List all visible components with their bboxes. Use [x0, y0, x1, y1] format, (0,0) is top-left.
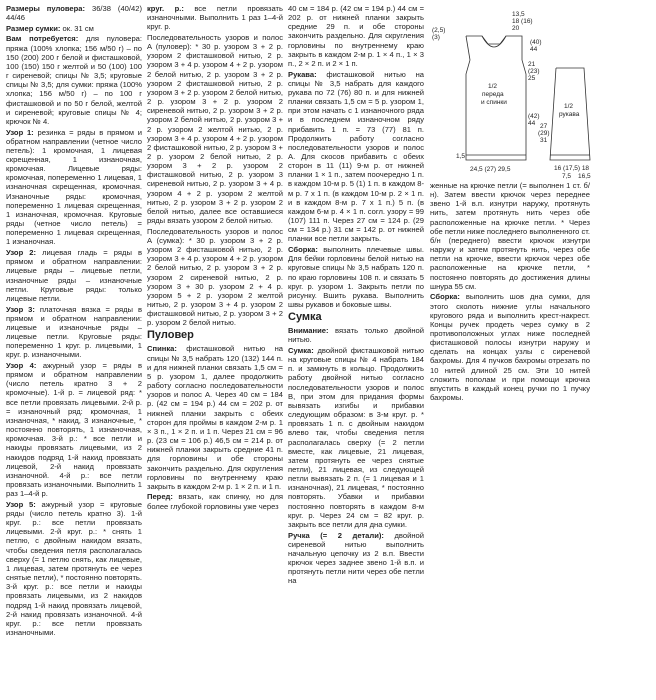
paragraph: Размеры пуловера: 36/38 (40/42) 44/46: [6, 4, 142, 23]
svg-text:(2,5): (2,5): [432, 27, 446, 34]
svg-text:25: 25: [528, 75, 536, 82]
paragraph: Узор 2: лицевая гладь = ряды в прямом и обратном направлении: лицевые ряды – лицевые петли, изнаночные ряды – изнаночные петли. Круговые ряды: только лицевые петли.: [6, 248, 142, 303]
paragraph: Узор 1: резинка = ряды в прямом и обратном направлении (четное число петель): 1 кромочная, 1 лицевая скрещенная, 1 изнаночная, кромочная. Лицевые ряды: кромочная, попеременно 1 лицевая, 1 изнаночная скрещенная, кромочная. Изнаночные ряды: кромочная, попеременно 1 лицевая скрещенная, 1 изнаночная, кромочная. Круговые ряды (четное число петель) = попеременно 1 лицевая скрещенная, 1 изнаночная.: [6, 127, 142, 247]
paragraph: 40 см = 184 р. (42 см = 194 р.) 44 см = 202 р. от нижней планки закрыть средние 29 п. и обе стороны закончить раздельно. Для скругления горловины по внутреннему краю закрыть в каждом 2-м р. 1 × 4 п., 1 × 3 п., 2 × 2 п. и 2 × 1 п.: [288, 4, 424, 68]
svg-text:16 (17,5) 18: 16 (17,5) 18: [554, 165, 590, 172]
svg-text:(40): (40): [530, 39, 542, 46]
paragraph: Ручка (= 2 детали): двойной сиреневой нитью выполнить начальную цепочку из 2 в.п. Ввести крючок через заднее звено 1-й в.п. и протянуть петли нити через обе петли на: [288, 530, 424, 586]
svg-text:20: 20: [512, 25, 520, 32]
column-2: [147, 4, 283, 698]
paragraph: Перед: вязать, как спинку, но для более глубокой горловины уже через: [147, 492, 283, 511]
paragraph: Сборка: выполнить плечевые швы. Для бейки горловины белой нитью на круговые спицы № 3,5 набрать 120 п. по краю горловины 108 п. и связать 5 круг. р. узором 1. Закрыть петли по рисунку. Вшить рукава. Выполнить швы рукавов и боковые швы.: [288, 245, 424, 309]
section-heading: Сумка: [288, 311, 322, 324]
body-label: 1/2 переда и спинки: [481, 83, 507, 106]
paragraph: женные на крючке петли (= выполнен 1 ст. б/н). Затем ввести крючок через переднее звено 1-й в.п. изнутри наружу, протянуть нить, затем протянуть нить через обе расположенные на крючке петли. * Через обе петли ниже последнего выполненного ст. б/н (переднего) ввести крючок изнутри наружу и затем протянуть нить, через обе петли на крючке, ввести крючок через обе расположенные на крючке петли, * постоянно повторять до достижения длины шнура 55 см.: [430, 181, 590, 291]
paragraph: круг. р.: все петли провязать изнаночными. Выполнить 1 раз 1–4-й круг. р.: [147, 4, 283, 32]
svg-text:44: 44: [528, 120, 536, 127]
paragraph: Узор 4: ажурный узор = ряды в прямом и обратном направлении (число петель кратно 3 + 2 кромочные). 1-й р. = лицевой ряд: * все петли провязать лицевыми. 2-й р. = изнаночный ряд: кромочная, 1 изнаночная, * накид, 3 изнаночные, * постоянно повторять, 1 изнаночная, кромочная. 3-й р.: * все петли и накиды провязать лицевыми, из 2 накидов подряд 1-й накид провязать лицевой, 2-й накид провязать изнаночной. 4-й р.: все петли провязать изнаночными. Выполнить 1 раз 1–4-й р.: [6, 360, 142, 499]
paragraph: Размер сумки: ок. 31 см: [6, 23, 94, 33]
svg-text:13,5: 13,5: [512, 11, 525, 18]
svg-text:24,5 (27) 29,5: 24,5 (27) 29,5: [470, 166, 511, 173]
sleeve-label: 1/2 рукава: [559, 103, 580, 118]
paragraph: Последовательность узоров и полос А (пуловер): * 30 р. узором 3 + 2 р. узором 2 фисташковой нитью, 2 р. узором 3 + 4 р. узором 4 + 2 р. узором 2 белой нитью, 2 р. узором 3 + 2 р. узором 2 фисташковой нитью, 2 р. узором 3 + 2 р. узором 2 белой нитью, 2 р. узором 3 + 2 р. узором 2 сиреневой нитью, 2 р. узором 3 + 2 р. узором 2 белой нитью, 2 р. узором 3 + 2 р. узором 2 желтой нитью, 2 р. узором 3 + 4 р. узором 4 + 2 р. узором 2 фисташковой нитью, 2 р. узором 3 + 2 р. узором 2 белой нитью, 2 р. узором 3 + 2 р. узором 2 фисташковой нитью, 2 р. узором 3 сиреневой нитью, 2 р. узором 3 + 4 р. узором 4 + 2 р. узором 2 желтой нитью, 2 р. узором 3 + 2 р. узором 2 белой нитью, далее все оставшиеся ряды вязать узором 2 белой нитью.: [147, 32, 283, 226]
paragraph: Рукава: фисташковой нитью на спицы № 3,5 набрать для каждого рукава по 72 (76) 80 п. и для нижней планки связать 1,5 см = 5 р. узором 1, при этом начать с 1 изнаночного ряда и в последнем изнаночном ряду прибавить 1 п. = 73 (77) 81 п. Продолжить работу согласно последовательности узоров и полос А. Для скосов прибавить с обеих сторон в 11 (11) 9-м р. от нижней планки 1 × 1 п., затем поочередно 1 п. в каждом 10-м р. 5 (1) 1 п. в каждом 8-м р. 7 х 1 п. (в каждом 10-м р. 2 × 1 п. и в каждом 8-м р. 7 х 1 п.) 5 п. (в каждом 6-м р. 4 × 1 п. согл. узору = 99 (107) 111 п. Через 27 см = 124 р. (29 см = 134 р.) 31 см = 142 р. от нижней планки все петли закрыть.: [288, 69, 424, 244]
svg-text:1,5: 1,5: [456, 153, 466, 160]
svg-text:31: 31: [540, 137, 548, 144]
svg-text:7,5: 7,5: [562, 173, 572, 180]
body-piece-outline: [466, 36, 526, 160]
column-3: [288, 4, 424, 698]
svg-text:(29): (29): [538, 130, 550, 137]
paragraph: Последовательность узоров и полос А (сумка): * 30 р. узором 3 + 2 р. узором 2 фисташковой нитью, 2 р. узором 3 + 4 р. узором 4 + 2 р. узором 2 белой нитью, 2 р. узором 3 + 2 р. узором 2 сиреневой нитью, 2 р. узором 3 + 30 р. узором 2 + 4 р. узором 5 + 2 р. узором 2 желтой нитью, 2 р. узором 3 + 4 р. узором 2 фисташковой нитью, 2 р. узором 3 + 2 р. узором 2 белой нитью.: [147, 226, 283, 328]
svg-text:(42): (42): [528, 113, 540, 120]
svg-text:44: 44: [530, 46, 538, 53]
column-4: [430, 181, 590, 403]
svg-text:27: 27: [540, 123, 548, 130]
svg-text:18 (16): 18 (16): [512, 18, 533, 25]
svg-text:(3): (3): [432, 34, 440, 41]
paragraph: Спинка: фисташковой нитью на спицы № 3,5 набрать 120 (132) 144 п. и для нижней планки связать 1,5 см = 5 р. узором 1, далее продолжить работу согласно последовательности узоров и полос А. Через 40 см = 184 р. (42 см = 194 р.) 44 см = 202 р. от нижней планки закрыть с обеих сторон для проймы в каждом 2-м р. 1 × 3 п., 1 × 2 п. и 1 п. Через 21 см = 96 р. (23 см = 106 р.) 46,5 см = 214 р. от нижней планки закрыть средние 41 п. для горловины и обе стороны закончить раздельно. Для скругления горловины по внутреннему краю закрыть в каждом 2-м р. 1 × 2 п. и 1 п.: [147, 344, 283, 491]
svg-text:(23): (23): [528, 68, 540, 75]
svg-text:21: 21: [528, 61, 536, 68]
paragraph: Сборка: выполнить шов дна сумки, для этого сколоть нижние углы начального кругового ряда и выполнить крест-накрест. Концы ручек продеть через сумку в 2 противоположных углах ниже последней фисташковой полосы изнутри наружу и сделать на концах узлы с сиреневой бахромы. Для 4 пучков бахромы отрезать по 10 нитей длиной 25 см. Эти 10 нитей сложить пополам и при помощи крючка впустить в каждый конец ручки по 1 пучку бахромы.: [430, 292, 590, 403]
paragraph: Внимание: вязать только двойной нитью.: [288, 326, 424, 345]
paragraph: Узор 3: платочная вязка = ряды в прямом и обратном направлении: лицевые и изнаночные ряды – лицевые петли. Круговые ряды: попеременно 1 круг. р. лицевыми, 1 круг. р. изнаночными.: [6, 304, 142, 360]
paragraph: Вам потребуется: для пуловера: пряжа (100% хлопка; 156 м/50 г) – по 150 (200) 200 г белой и фисташковой, 100 (150) 150 г желтой и 50 (100) 100 г сиреневой; спицы № 3,5; круговые спицы № 3,5; для сумки: пряжа (100% хлопка; 156 м/50 г) – по 100 г фисташковой и по 50 г белой, желтой и сиреневой; круговые спицы № 4; крючок № 4.: [6, 34, 143, 126]
paragraph: Узор 5: ажурный узор = круговые ряды (число петель кратно 3). 1-й круг. р.: все петли провязать лицевыми. 2-й круг. р.: * снять 1 петлю, с двойным накидом вязать, чтобы сведения петля располагалась сверху (= 1 петлю снять, как лицевые, 1 лицевая, затем протянуть ее через снятые петли), * постоянно повторять. 3-й круг. р.: все петли и накиды провязать лицевыми, из 2 накидов подряд 1-й накид провязать лицевой, 2-й накид провязать изнаночной. 4-й круг. р.: все петли провязать изнаночными.: [6, 499, 142, 637]
paragraph: Сумка: двойной фисташковой нитью на круговые спицы № 4 набрать 184 п. и замкнуть в кольцо. Продолжить работу двойной нитью согласно последовательности узоров и полос В, при этом для придания формы вывязать изгибы и прибавки следующим образом: в 3-м круг. р. * провязать 1 п. с двойным накидом влево так, чтобы сведения петля располагалась сверху (= 2 петли вместе, как лицевые, 21 лицевая, затем протянуть ее через снятые петли), 21 лицевая, из следующей петли вывязать 2 п. (= 1 лицевая и 1 изнаночная), 21 лицевая, * постоянно повторять. Убавки и прибавки постоянно повторять в каждом 8-м круг. р. Через 24 см = 82 круг. р. закрыть все петли для дна сумки.: [288, 345, 424, 529]
column-1: [6, 4, 142, 698]
pattern-schematic: [430, 8, 600, 180]
svg-text:16,5: 16,5: [578, 173, 591, 180]
section-heading: Пуловер: [147, 329, 194, 342]
